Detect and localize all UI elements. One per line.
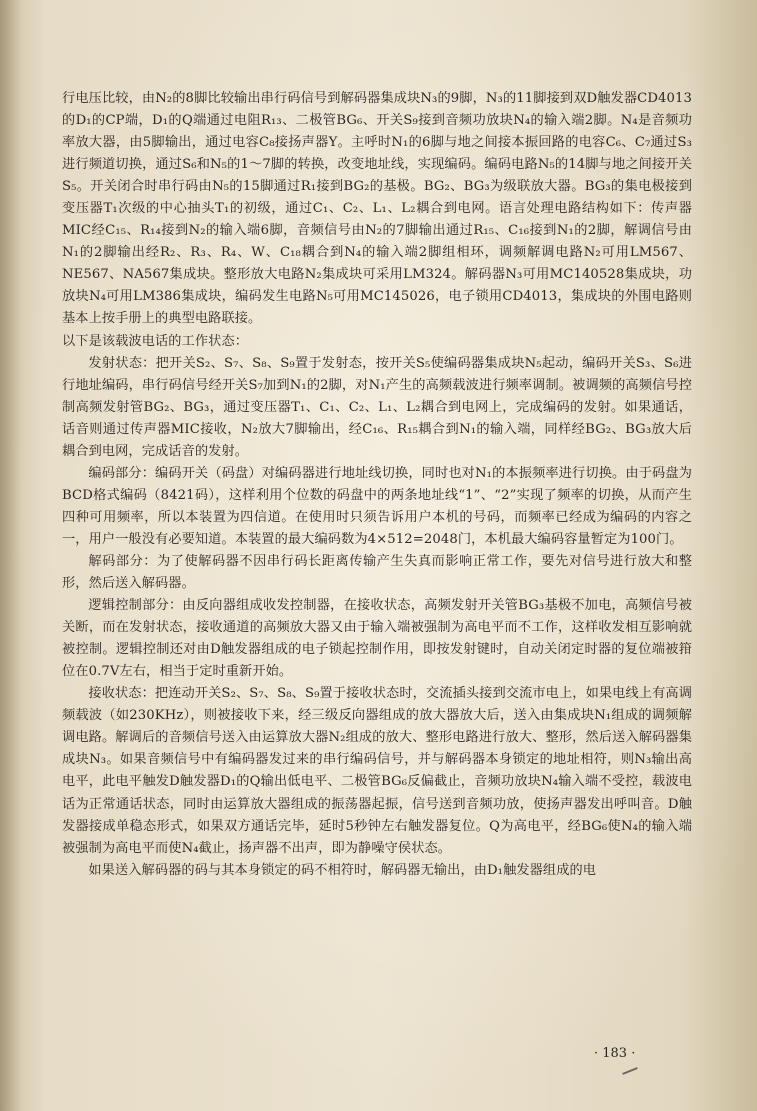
paragraph-encoding-section: 编码部分：编码开关（码盘）对编码器进行地址线切换，同时也对N₁的本振频率进行切换。由于码盘为BCD格式编码（8421码），这样利用个位数的码盘中的两条地址线“1”、“2”实现了频率的切换，从而产生四种可用频率，所以本装置为四信道。在使用时只须告诉用户本机的号码，而频率已经成为编码的内容之一，用户一般没有必要知道。本装置的最大编码数为4×512=2048门，本机最大编码容量暂定为100门。: [62, 465, 692, 547]
page-number: · 183 ·: [594, 1046, 636, 1061]
paragraph-code-mismatch: 如果送入解码器的码与其本身锁定的码不相符时，解码器无输出，由D₁触发器组成的电: [88, 862, 597, 878]
ink-mark: [622, 1067, 638, 1075]
paragraph-working-states-intro: 以下是该载波电话的工作状态：: [62, 333, 249, 349]
paragraph-circuit-description: 行电压比较，由N₂的8脚比较输出串行码信号到解码器集成块N₃的9脚，N₃的11脚接到双D触发器CD4013的D₁的CP端，D₁的Q端通过电阻R₁₃、二极管BG₆、开关S₉接到音频功放块N₄的输入端2脚。N₄是音频功率放大器，由5脚输出，通过电容C₈接扬声器Y。主呼时N₁的6脚与地之间接本振回路的电容C₆、C₇通过S₃进行频道切换，通过S₆和N₅的1～7脚的转换，改变地址线，实现编码。编码电路N₅的14脚与地之间接开关S₅。开关闭合时串行码由N₅的15脚通过R₁接到BG₂的基极。BG₂、BG₃为级联放大器。BG₃的集电极接到变压器T₁次级的中心抽头T₁的初级，通过C₁、C₂、L₁、L₂耦合到电网。语言处理电路结构如下：传声器MIC经C₁₅、R₁₄接到N₂的输入端6脚，音频信号由N₂的7脚输出通过R₁₅、C₁₆接到N₁的2脚，解调信号由N₁的2脚输出经R₂、R₃、R₄、W、C₁₈耦合到N₄的输入端2脚组相环，调频解调电路N₂可用LM567、NE567、NA567集成块。整形放大电路N₂集成块可采用LM324。解码器N₃可用MC140528集成块，功放块N₄可用LM386集成块，编码发生电路N₅可用MC145026，电子锁用CD4013，集成块的外围电路则基本上按手册上的典型电路联接。: [62, 91, 692, 327]
spine-shadow: [0, 0, 22, 1111]
paragraph-logic-control-section: 逻辑控制部分：由反向器组成收发控制器，在接收状态，高频发射开关管BG₃基极不加电，高频信号被关断，而在发射状态，接收通道的高频放大器又由于输入端被强制为高电平而不工作，这样收发相互影响就被控制。逻辑控制还对由D触发器组成的电子锁起控制作用，即按发射键时，自动关闭定时器的复位端被箝位在0.7V左右，相当于定时重新开始。: [62, 598, 692, 680]
paragraph-receive-state: 接收状态：把连动开关S₂、S₇、S₈、S₉置于接收状态时，交流插头接到交流市电上，如果电线上有高调频载波（如230KHz），则被接收下来，经三级反向器组成的放大器放大后，送入由集成块N₁组成的调频解调电路。解调后的音频信号送入由运算放大器N₂组成的放大、整形电路进行放大、整形，然后送入解码器集成块N₃。如果音频信号中有编码器发过来的串行编码信号，并与解码器本身锁定的地址相符，则N₃输出高电平，此电平触发D触发器D₁的Q输出低电平、二极管BG₆反偏截止，音频功放块N₄输入端不受控，载波电话为正常通话状态，同时由运算放大器组成的振荡器起振，信号送到音频功放，使扬声器发出呼叫音。D触发器接成单稳态形式，如果双方通话完毕，延时5秒钟左右触发器复位。Q为高电平，经BG₆使N₄的输入端被强制为高电平而使N₄截止，扬声器不出声，即为静噪守侯状态。: [62, 686, 692, 856]
paragraph-decoding-section: 解码部分：为了使解码器不因串行码长距离传输产生失真而影响正常工作，要先对信号进行放大和整形，然后送入解码器。: [62, 553, 692, 592]
paragraph-transmit-state: 发射状态：把开关S₂、S₇、S₈、S₉置于发射态，按开关S₅使编码器集成块N₅起动，编码开关S₃、S₆进行地址编码，串行码信号经开关S₇加到N₁的2脚，对N₁产生的高频载波进行频率调制。被调频的高频信号控制高频发射管BG₂、BG₃，通过变压器T₁、C₁、C₂、L₁、L₂耦合到电网上，完成编码的发射。如果通话，话音则通过传声器MIC接收，N₂放大7脚输出，经C₁₆、R₁₅耦合到N₁的输入端，同样经BG₂、BG₃放大后耦合到电网，完成话音的发射。: [62, 355, 692, 459]
body-text: [62, 88, 692, 882]
